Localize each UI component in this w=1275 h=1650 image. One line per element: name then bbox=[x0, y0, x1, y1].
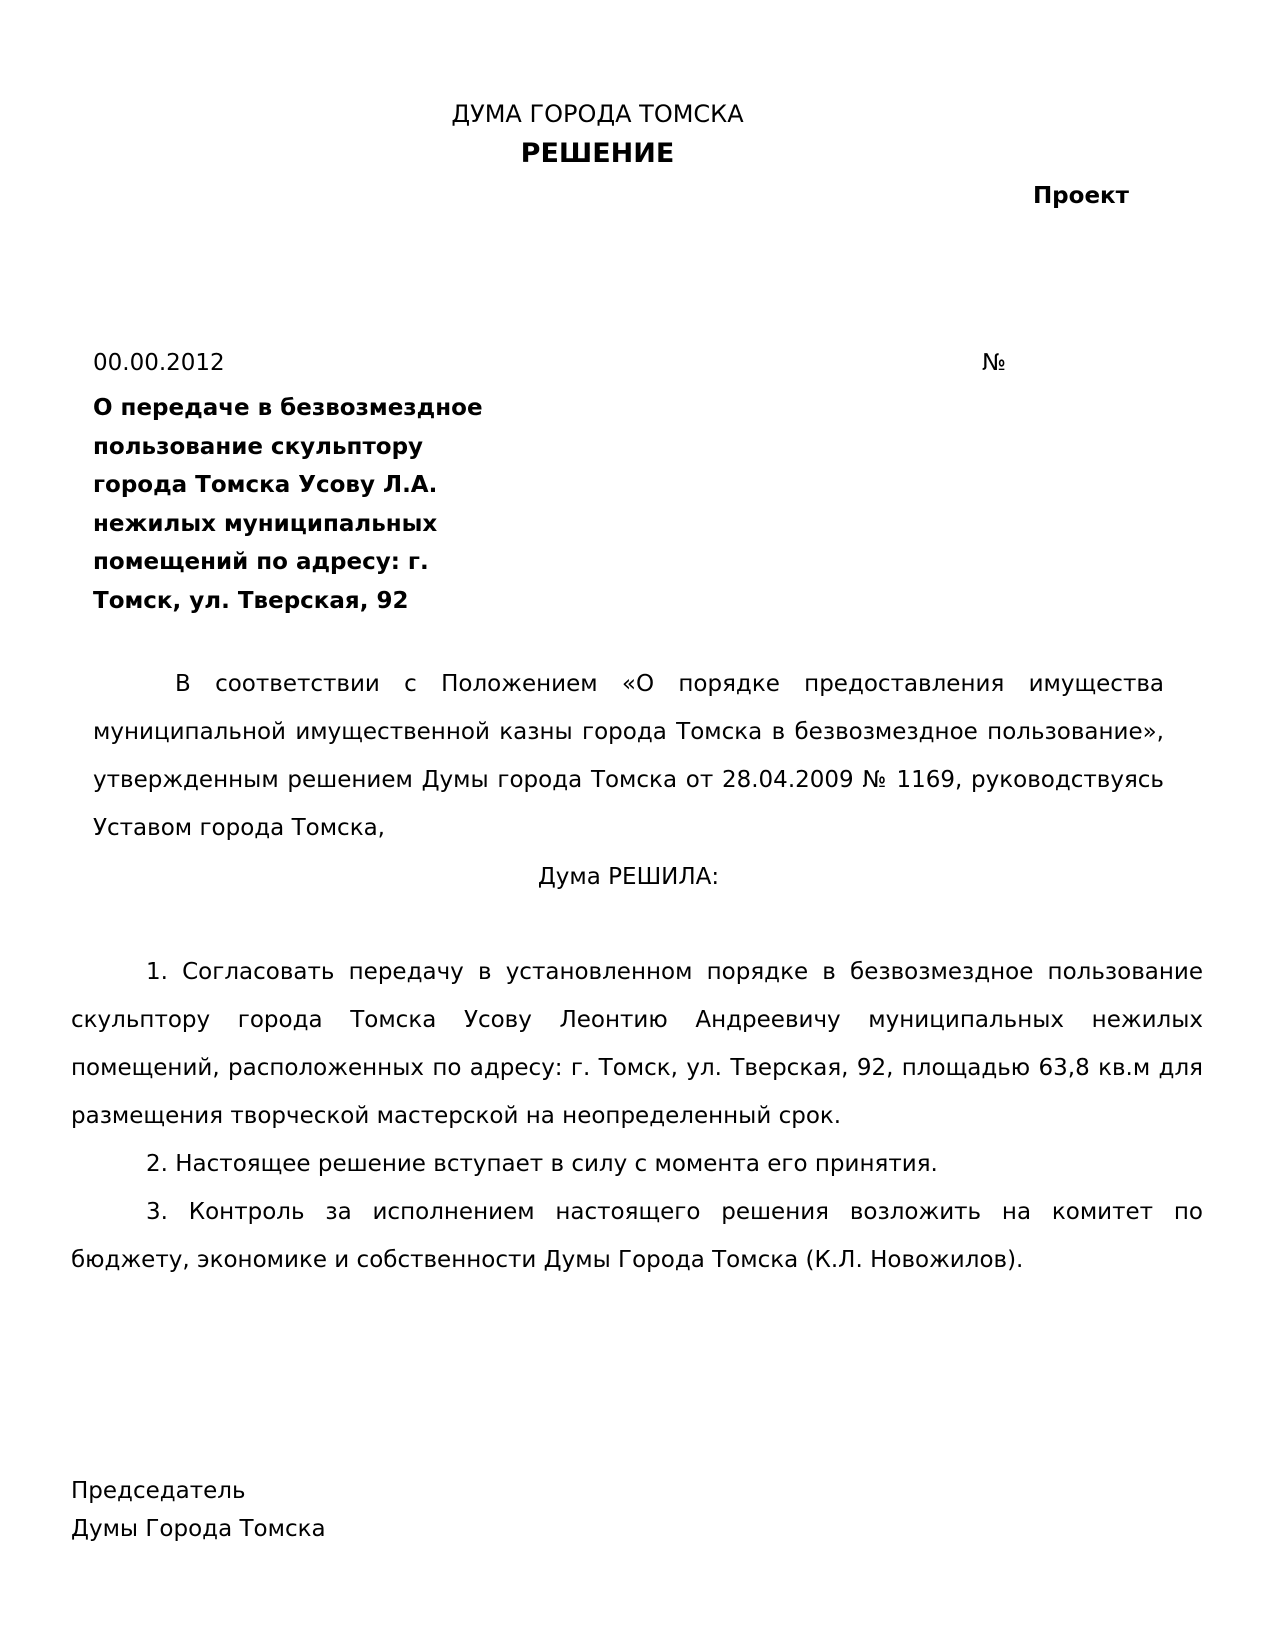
decision-item: 3. Контроль за исполнением настоящего решения возложить на комитет по бюджету, экономике и собственности Думы Города Томска (К.Л. Новожилов). bbox=[71, 1199, 1203, 1273]
subject-line: Томск, ул. Тверская, 92 bbox=[93, 587, 409, 614]
preamble-paragraph: В соответствии с Положением «О порядке предоставления имущества муниципальной имущественной казны города Томска в безвозмездное пользование», утвержденным решением Думы города Томска от 28.04.2009 № 1169, руководствуясь Уставом города Томска, bbox=[93, 671, 1164, 841]
document-header-organization bbox=[0, 100, 1275, 128]
draft-label: Проект bbox=[1032, 183, 1129, 209]
document-number-label: № bbox=[982, 350, 1006, 376]
decision-phrase: Дума РЕШИЛА: bbox=[537, 864, 720, 890]
signature-block bbox=[71, 1472, 326, 1548]
decision-items bbox=[71, 948, 1203, 1284]
subject-line: нежилых муниципальных bbox=[93, 510, 438, 537]
subject-line: города Томска Усову Л.А. bbox=[93, 472, 438, 498]
subject-line: пользование скульптору bbox=[93, 433, 424, 460]
subject-line: О передаче в безвозмездное bbox=[93, 395, 483, 421]
document-subject bbox=[93, 389, 553, 620]
subject-line: помещений по адресу: г. bbox=[93, 549, 429, 575]
organization-name: ДУМА ГОРОДА ТОМСКА bbox=[451, 100, 744, 128]
decision-item: 1. Согласовать передачу в установленном порядке в безвозмездное пользование скульптору города Томска Усову Леонтию Андреевичу муниципальных нежилых помещений, расположенных по адресу: г. Томск, ул. Тверская, 92, площадью 63,8 кв.м для размещения творческой мастерской на неопределенный срок. bbox=[71, 959, 1203, 1129]
signatory-title: Председатель bbox=[71, 1478, 246, 1504]
decision-item: 2. Настоящее решение вступает в силу с момента его принятия. bbox=[146, 1151, 938, 1177]
document-type-heading bbox=[0, 138, 1275, 169]
document-date: 00.00.2012 bbox=[93, 350, 225, 376]
signatory-organization: Думы Города Томска bbox=[71, 1516, 326, 1542]
document-type: РЕШЕНИЕ bbox=[520, 138, 675, 169]
